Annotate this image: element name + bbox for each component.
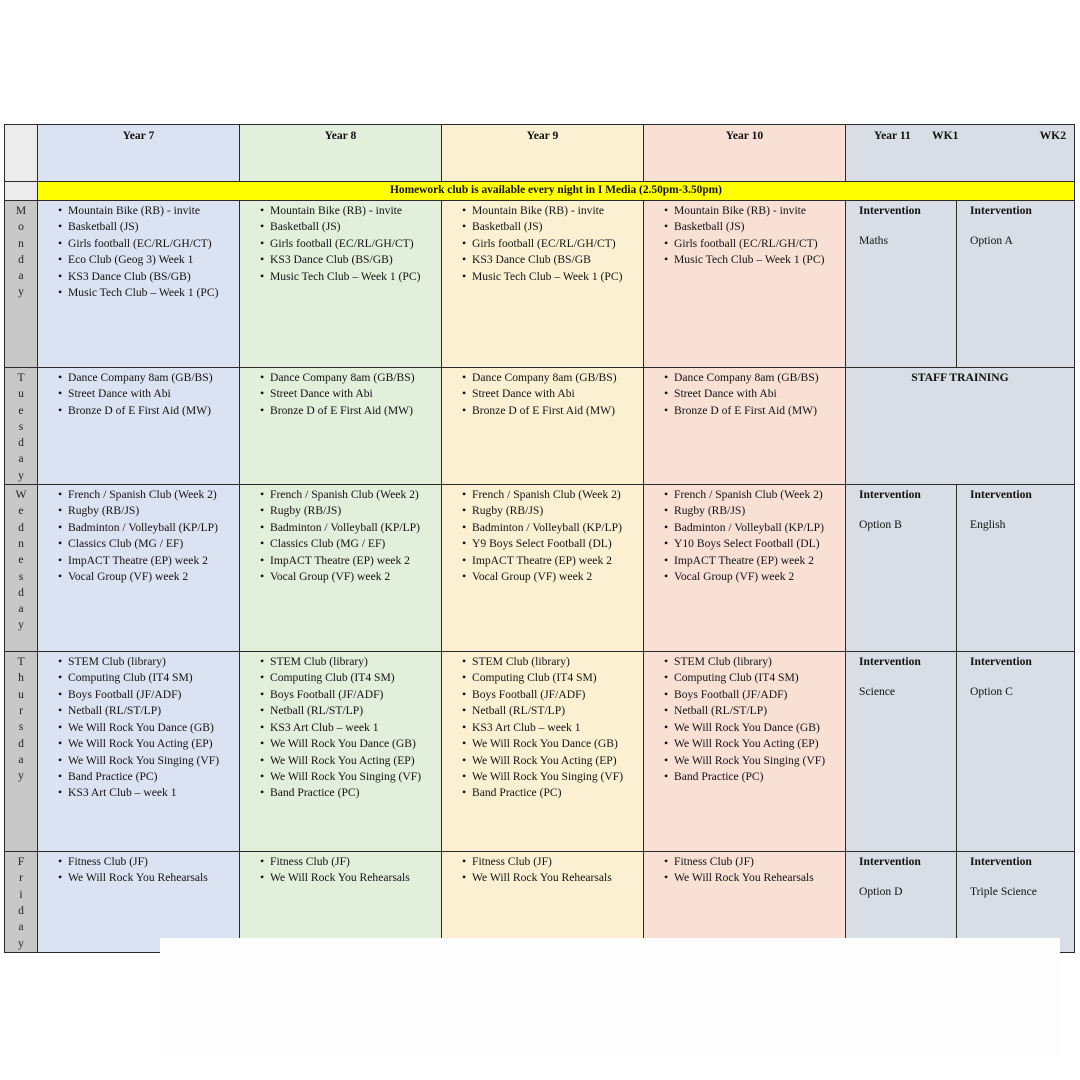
tuesday-staff-training: STAFF TRAINING: [846, 368, 1075, 485]
day-letter: T: [17, 655, 25, 669]
row-thursday: [5, 652, 1075, 852]
homework-banner: Homework club is available every night in I Media (2.50pm-3.50pm): [38, 182, 1075, 201]
intervention-title: Intervention: [970, 204, 1032, 217]
activity-list: [644, 485, 845, 585]
day-letter: d: [18, 585, 24, 599]
activity-item: • KS3 Art Club – week 1: [68, 785, 239, 801]
activity-item: • Mountain Bike (RB) - invite: [68, 203, 239, 219]
activity-list: [644, 652, 845, 785]
activity-item: • Bronze D of E First Aid (MW): [674, 403, 845, 419]
activity-item: • Band Practice (PC): [674, 769, 845, 785]
wednesday-year-7: [38, 485, 240, 652]
day-letter: y: [18, 285, 24, 299]
activity-item: • Badminton / Volleyball (KP/LP): [674, 520, 845, 536]
day-letter: d: [18, 903, 24, 917]
day-letter: n: [18, 536, 24, 550]
activity-item: • Fitness Club (JF): [68, 854, 239, 870]
activity-list: [442, 201, 643, 285]
day-letter: a: [18, 269, 24, 283]
monday-year-8: [240, 201, 442, 368]
activity-item: • Fitness Club (JF): [674, 854, 845, 870]
activity-list: [240, 368, 441, 419]
intervention-title: Intervention: [970, 655, 1032, 669]
day-letter: d: [18, 252, 24, 266]
activity-item: • Band Practice (PC): [472, 785, 643, 801]
activity-item: • KS3 Art Club – week 1: [472, 720, 643, 736]
activity-item: • Girls football (EC/RL/GH/CT): [472, 236, 643, 252]
activity-item: • ImpACT Theatre (EP) week 2: [674, 553, 845, 569]
activity-item: • Girls football (EC/RL/GH/CT): [270, 236, 441, 252]
activity-item: • We Will Rock You Rehearsals: [674, 870, 845, 886]
intervention-title: Intervention: [859, 488, 921, 502]
row-monday: [5, 201, 1075, 368]
activity-item: • Basketball (JS): [68, 219, 239, 235]
activity-item: • Bronze D of E First Aid (MW): [270, 403, 441, 419]
activity-list: [644, 201, 845, 269]
activity-item: • Y10 Boys Select Football (DL): [674, 536, 845, 552]
activity-item: • Vocal Group (VF) week 2: [472, 569, 643, 585]
activity-item: • Street Dance with Abi: [674, 386, 845, 402]
activity-item: • Rugby (RB/JS): [68, 503, 239, 519]
thursday-wk1: [846, 652, 957, 852]
header-row: [5, 125, 1075, 182]
activity-item: • We Will Rock You Acting (EP): [68, 736, 239, 752]
activity-item: • We Will Rock You Acting (EP): [270, 753, 441, 769]
activity-list: [240, 852, 441, 887]
activity-item: • STEM Club (library): [270, 654, 441, 670]
wednesday-wk2: [957, 485, 1075, 652]
activity-list: [240, 485, 441, 585]
monday-year-9: [442, 201, 644, 368]
wednesday-year-10: [644, 485, 846, 652]
day-letter: i: [19, 887, 23, 901]
tuesday-year-7: [38, 368, 240, 485]
activity-item: • Dance Company 8am (GB/BS): [270, 370, 441, 386]
activity-item: • Netball (RL/ST/LP): [68, 703, 239, 719]
monday-wk1: [846, 201, 957, 368]
corner-cell: [5, 125, 38, 182]
activity-item: • Netball (RL/ST/LP): [472, 703, 643, 719]
intervention-title: Intervention: [970, 855, 1032, 869]
day-letter: d: [18, 436, 24, 450]
activity-item: • Band Practice (PC): [68, 769, 239, 785]
thursday-year-7: [38, 652, 240, 852]
activity-list: [240, 201, 441, 285]
header-year-7: Year 7: [38, 125, 240, 182]
activity-item: • Computing Club (IT4 SM): [270, 670, 441, 686]
activity-item: • We Will Rock You Singing (VF): [270, 769, 441, 785]
wednesday-year-9: [442, 485, 644, 652]
activity-item: • Band Practice (PC): [270, 785, 441, 801]
header-wk2: WK2: [1039, 129, 1066, 142]
header-wk1: WK1: [932, 129, 959, 142]
intervention-subject: Option D: [859, 885, 903, 899]
activity-item: • Vocal Group (VF) week 2: [674, 569, 845, 585]
day-letter: y: [18, 769, 24, 783]
activity-item: • STEM Club (library): [68, 654, 239, 670]
intervention-title: Intervention: [970, 488, 1032, 502]
monday-wk2: [957, 201, 1075, 368]
wednesday-year-8: [240, 485, 442, 652]
activity-item: • Basketball (JS): [270, 219, 441, 235]
day-letter: M: [15, 204, 27, 217]
intervention-subject: English: [970, 518, 1006, 532]
tuesday-year-8: [240, 368, 442, 485]
day-label-friday: [5, 852, 38, 953]
activity-item: • We Will Rock You Dance (GB): [674, 720, 845, 736]
day-letter: d: [18, 736, 24, 750]
day-label-wednesday: [5, 485, 38, 652]
activity-item: • French / Spanish Club (Week 2): [674, 487, 845, 503]
day-letter: e: [18, 504, 24, 518]
activity-item: • Netball (RL/ST/LP): [674, 703, 845, 719]
activity-item: • Mountain Bike (RB) - invite: [674, 203, 845, 219]
activity-item: • Basketball (JS): [472, 219, 643, 235]
activity-item: • Rugby (RB/JS): [472, 503, 643, 519]
activity-list: [442, 368, 643, 419]
activity-item: • Boys Football (JF/ADF): [270, 687, 441, 703]
activity-item: • Boys Football (JF/ADF): [674, 687, 845, 703]
intervention-title: Intervention: [859, 204, 921, 217]
intervention-subject: Science: [859, 685, 896, 699]
activity-item: • Girls football (EC/RL/GH/CT): [68, 236, 239, 252]
activity-list: [38, 368, 239, 419]
activity-list: [442, 652, 643, 802]
activity-item: • We Will Rock You Dance (GB): [68, 720, 239, 736]
activity-item: • We Will Rock You Rehearsals: [270, 870, 441, 886]
activity-item: • ImpACT Theatre (EP) week 2: [68, 553, 239, 569]
day-letter: r: [19, 871, 23, 885]
activity-item: • Fitness Club (JF): [270, 854, 441, 870]
day-letter: s: [18, 419, 24, 433]
day-label-tuesday: [5, 368, 38, 485]
activity-item: • Music Tech Club – Week 1 (PC): [68, 285, 239, 301]
activity-list: [38, 201, 239, 301]
activity-item: • Computing Club (IT4 SM): [472, 670, 643, 686]
activity-item: • We Will Rock You Rehearsals: [472, 870, 643, 886]
activity-item: • Classics Club (MG / EF): [68, 536, 239, 552]
homework-row: [5, 182, 1075, 201]
extracurricular-timetable: [4, 124, 1075, 953]
activity-item: • Netball (RL/ST/LP): [270, 703, 441, 719]
activity-item: • Boys Football (JF/ADF): [472, 687, 643, 703]
activity-item: • Badminton / Volleyball (KP/LP): [270, 520, 441, 536]
day-letter: F: [17, 855, 25, 869]
activity-list: [442, 852, 643, 887]
activity-item: • Basketball (JS): [674, 219, 845, 235]
activity-item: • Dance Company 8am (GB/BS): [68, 370, 239, 386]
day-letter: T: [17, 371, 25, 384]
activity-item: • KS3 Dance Club (BS/GB): [270, 252, 441, 268]
activity-item: • French / Spanish Club (Week 2): [472, 487, 643, 503]
activity-item: • Computing Club (IT4 SM): [68, 670, 239, 686]
activity-item: • We Will Rock You Singing (VF): [674, 753, 845, 769]
intervention-subject: Option C: [970, 685, 1013, 699]
thursday-year-10: [644, 652, 846, 852]
tuesday-year-10: [644, 368, 846, 485]
day-letter: s: [18, 720, 24, 734]
activity-item: • ImpACT Theatre (EP) week 2: [472, 553, 643, 569]
day-letter: e: [18, 553, 24, 567]
activity-item: • Music Tech Club – Week 1 (PC): [674, 252, 845, 268]
activity-item: • Dance Company 8am (GB/BS): [472, 370, 643, 386]
activity-item: • Fitness Club (JF): [472, 854, 643, 870]
activity-list: [38, 652, 239, 802]
activity-item: • We Will Rock You Dance (GB): [270, 736, 441, 752]
activity-list: [644, 852, 845, 887]
day-letter: u: [18, 387, 24, 401]
day-letter: y: [18, 468, 24, 482]
activity-item: • Mountain Bike (RB) - invite: [472, 203, 643, 219]
day-letter: d: [18, 520, 24, 534]
activity-list: [644, 368, 845, 419]
intervention-title: Intervention: [859, 855, 921, 869]
day-letter: u: [18, 687, 24, 701]
activity-item: • Vocal Group (VF) week 2: [270, 569, 441, 585]
day-letter: o: [18, 220, 24, 234]
activity-item: • French / Spanish Club (Week 2): [270, 487, 441, 503]
activity-item: • Eco Club (Geog 3) Week 1: [68, 252, 239, 268]
activity-item: • Boys Football (JF/ADF): [68, 687, 239, 703]
activity-item: • We Will Rock You Singing (VF): [68, 753, 239, 769]
activity-item: • KS3 Dance Club (BS/GB: [472, 252, 643, 268]
day-letter: y: [18, 618, 24, 632]
intervention-subject: Option A: [970, 234, 1013, 248]
activity-item: • Street Dance with Abi: [472, 386, 643, 402]
activity-item: • We Will Rock You Acting (EP): [674, 736, 845, 752]
day-letter: s: [18, 569, 24, 583]
activity-item: • Badminton / Volleyball (KP/LP): [472, 520, 643, 536]
header-year-11-label: Year 11: [874, 129, 911, 142]
activity-list: [240, 652, 441, 802]
activity-item: • Bronze D of E First Aid (MW): [68, 403, 239, 419]
intervention-subject: Option B: [859, 518, 902, 532]
thursday-year-8: [240, 652, 442, 852]
homework-corner: [5, 182, 38, 201]
tuesday-year-9: [442, 368, 644, 485]
activity-item: • Rugby (RB/JS): [270, 503, 441, 519]
activity-item: • Mountain Bike (RB) - invite: [270, 203, 441, 219]
activity-item: • We Will Rock You Singing (VF): [472, 769, 643, 785]
activity-item: • STEM Club (library): [472, 654, 643, 670]
day-letter: y: [18, 936, 24, 950]
row-wednesday: [5, 485, 1075, 652]
intervention-subject: Maths: [859, 234, 888, 248]
day-letter: a: [18, 752, 24, 766]
row-tuesday: [5, 368, 1075, 485]
activity-item: • Street Dance with Abi: [68, 386, 239, 402]
wednesday-wk1: [846, 485, 957, 652]
faded-footer-area: [160, 938, 1060, 1058]
activity-item: • Vocal Group (VF) week 2: [68, 569, 239, 585]
header-year-11: [846, 125, 1075, 182]
activity-list: [442, 485, 643, 585]
thursday-year-9: [442, 652, 644, 852]
day-letter: a: [18, 602, 24, 616]
activity-list: [38, 852, 239, 887]
activity-item: • STEM Club (library): [674, 654, 845, 670]
day-letter: e: [18, 403, 24, 417]
activity-item: • Classics Club (MG / EF): [270, 536, 441, 552]
intervention-title: Intervention: [859, 655, 921, 669]
activity-item: • Girls football (EC/RL/GH/CT): [674, 236, 845, 252]
day-letter: W: [15, 488, 27, 502]
activity-item: • We Will Rock You Rehearsals: [68, 870, 239, 886]
activity-item: • We Will Rock You Dance (GB): [472, 736, 643, 752]
activity-item: • Street Dance with Abi: [270, 386, 441, 402]
activity-item: • Computing Club (IT4 SM): [674, 670, 845, 686]
activity-item: • Music Tech Club – Week 1 (PC): [270, 269, 441, 285]
day-letter: r: [19, 703, 23, 717]
day-label-monday: [5, 201, 38, 368]
activity-item: • Music Tech Club – Week 1 (PC): [472, 269, 643, 285]
header-year-9: Year 9: [442, 125, 644, 182]
activity-item: • KS3 Dance Club (BS/GB): [68, 269, 239, 285]
day-letter: h: [18, 671, 24, 685]
activity-item: • Badminton / Volleyball (KP/LP): [68, 520, 239, 536]
header-year-10: Year 10: [644, 125, 846, 182]
monday-year-7: [38, 201, 240, 368]
thursday-wk2: [957, 652, 1075, 852]
activity-item: • Y9 Boys Select Football (DL): [472, 536, 643, 552]
activity-item: • We Will Rock You Acting (EP): [472, 753, 643, 769]
activity-item: • Dance Company 8am (GB/BS): [674, 370, 845, 386]
day-label-thursday: [5, 652, 38, 852]
day-letter: a: [18, 920, 24, 934]
day-letter: a: [18, 452, 24, 466]
activity-item: • Rugby (RB/JS): [674, 503, 845, 519]
activity-item: • KS3 Art Club – week 1: [270, 720, 441, 736]
day-letter: n: [18, 236, 24, 250]
activity-item: • ImpACT Theatre (EP) week 2: [270, 553, 441, 569]
activity-item: • French / Spanish Club (Week 2): [68, 487, 239, 503]
monday-year-10: [644, 201, 846, 368]
header-year-8: Year 8: [240, 125, 442, 182]
intervention-subject: Triple Science: [970, 885, 1037, 899]
activity-list: [38, 485, 239, 585]
activity-item: • Bronze D of E First Aid (MW): [472, 403, 643, 419]
